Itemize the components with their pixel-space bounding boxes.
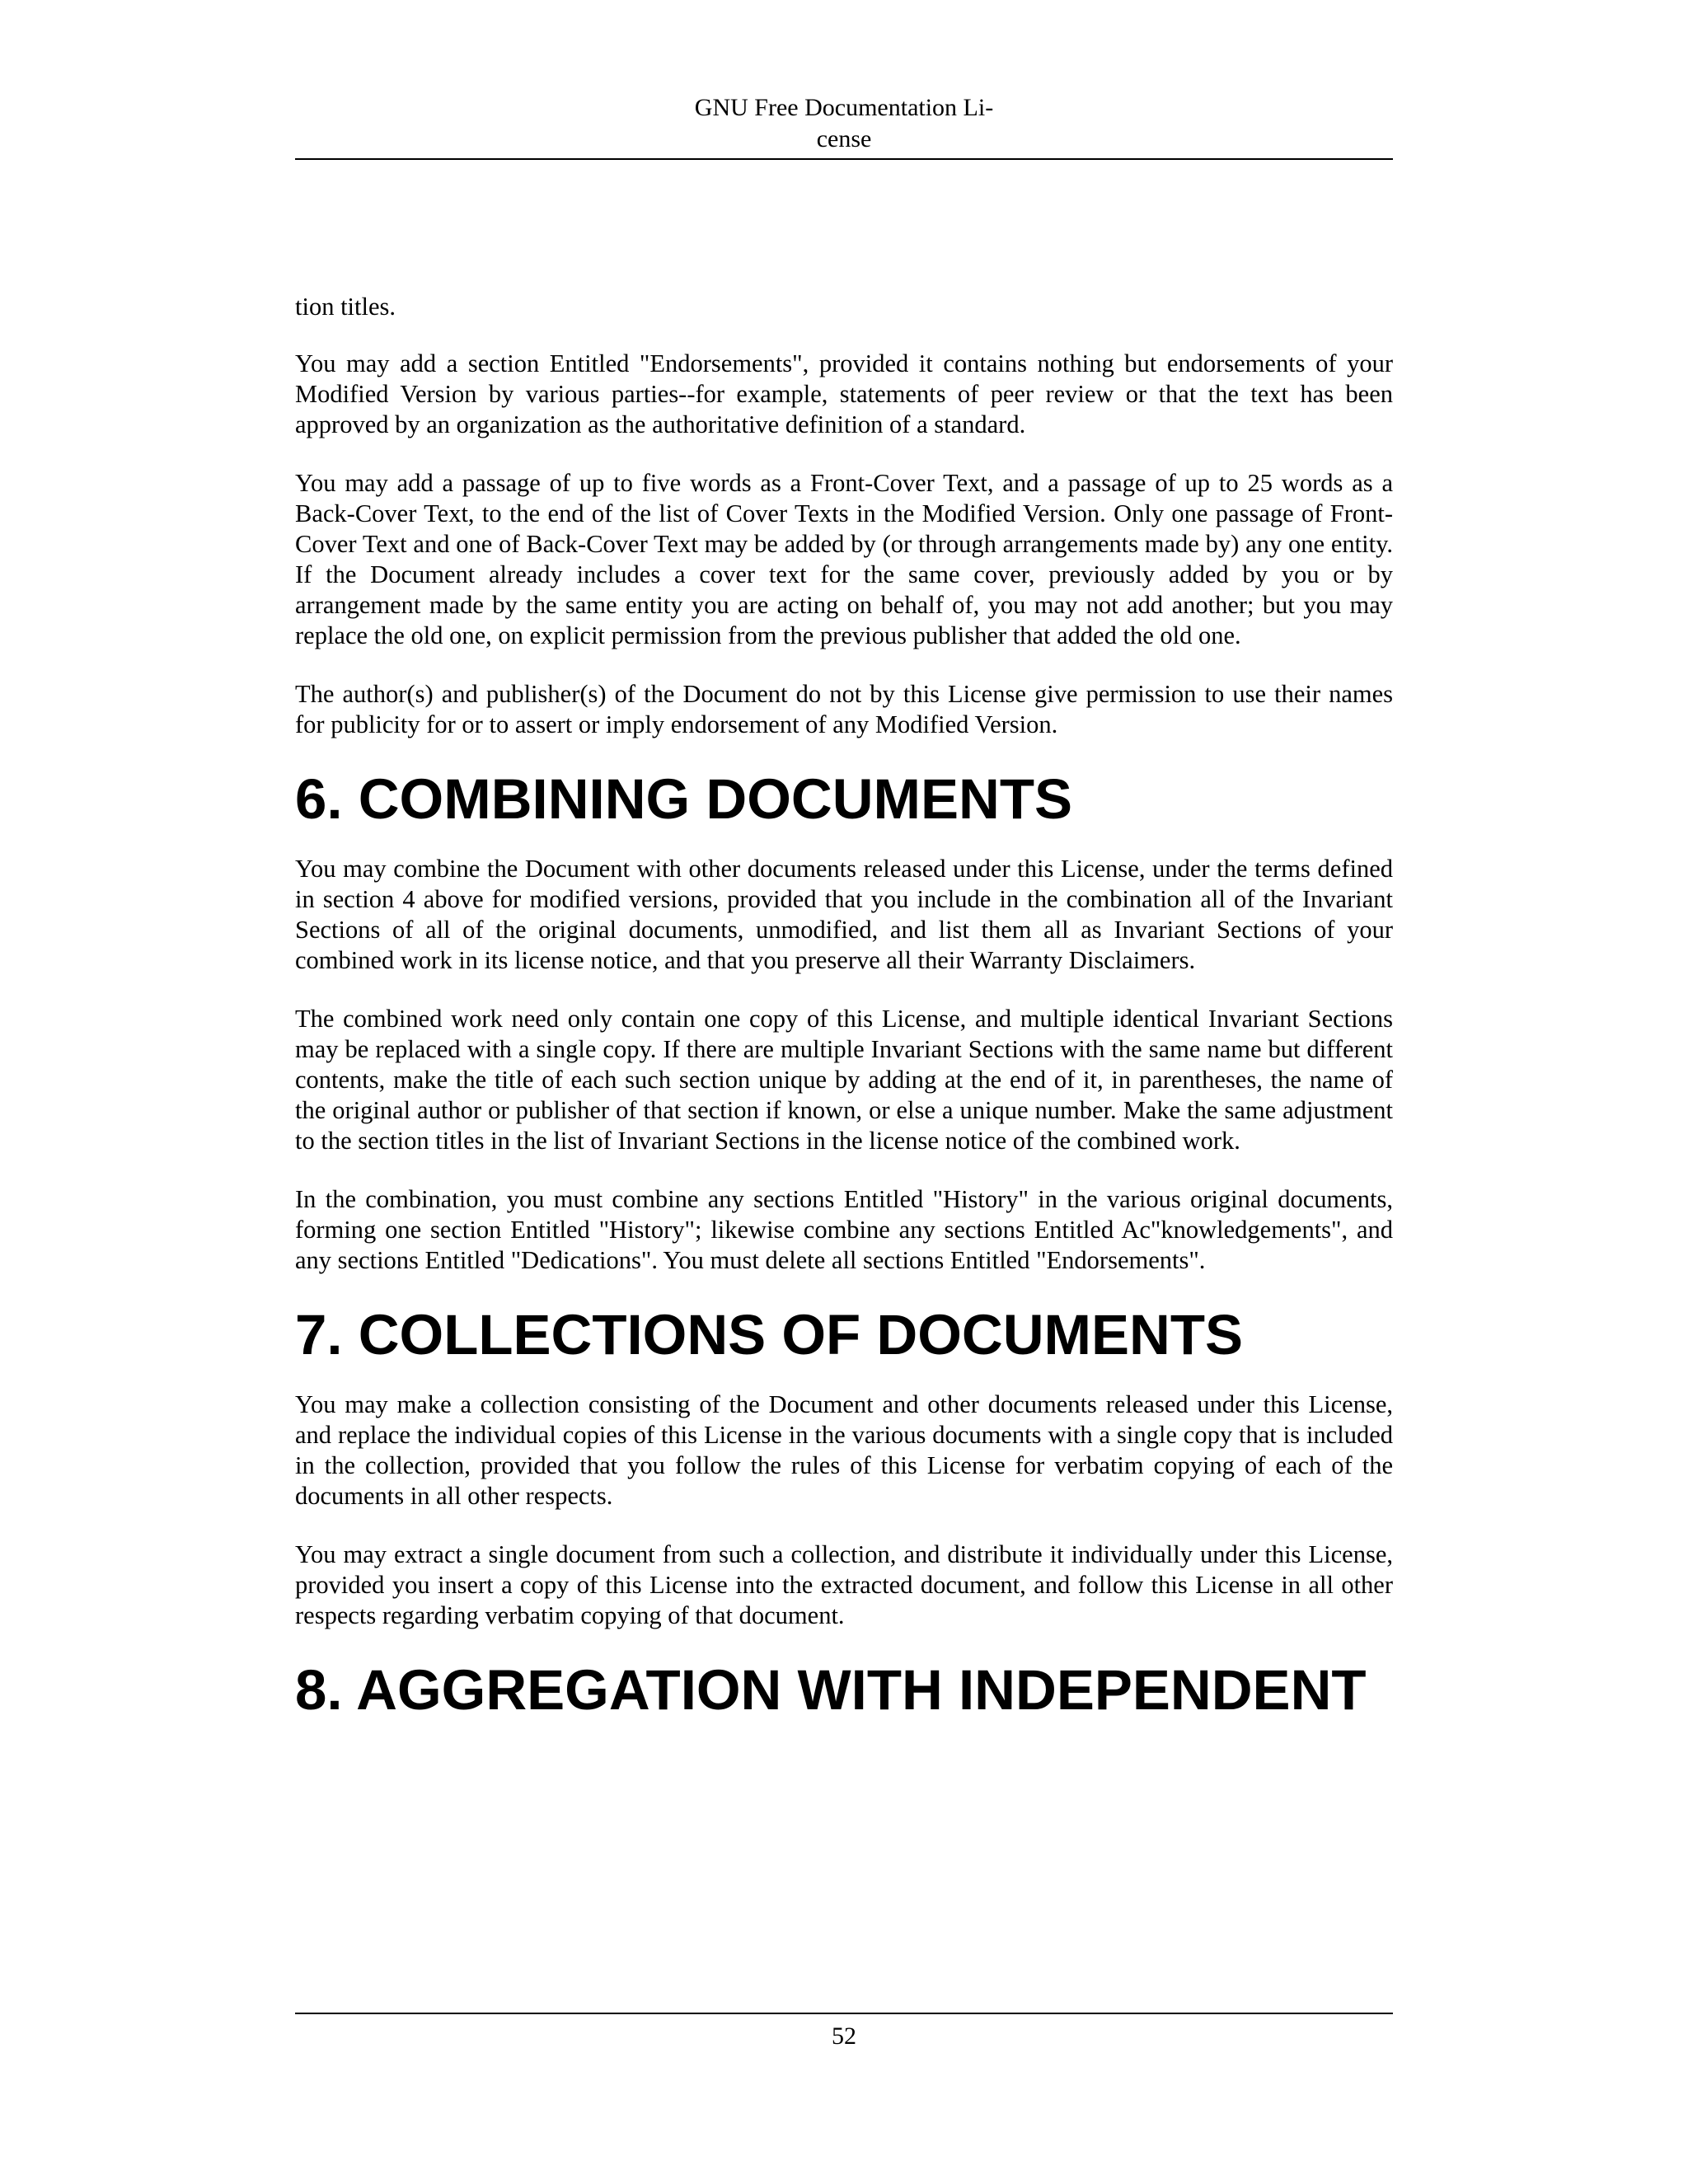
page-body bbox=[295, 292, 1393, 1745]
paragraph-combination-history: In the combination, you must combine any sections Entitled "History" in the various original documents, forming one section Entitled "History"; likewise combine any sections Entitled Ac"knowledgements", and any sections Entitled "Dedications". You must delete all sections Entitled "Endorsements". bbox=[295, 1185, 1393, 1274]
paragraph-publicity: The author(s) and publisher(s) of the Document do not by this License give permission to use their names for publicity for or to assert or imply endorsement of any Modified Version. bbox=[295, 680, 1393, 738]
paragraph-combined-work: The combined work need only contain one copy of this License, and multiple identical Invariant Sections may be replaced with a single copy. If there are multiple Invariant Sections with the same name but different contents, make the title of each such section unique by adding at the end of it, in parentheses, the name of the original author or publisher of that section if known, or else a unique number. Make the same adjustment to the section titles in the list of Invariant Sections in the license notice of the combined work. bbox=[295, 1005, 1393, 1155]
running-header bbox=[295, 92, 1393, 155]
paragraph-combine-documents: You may combine the Document with other documents released under this License, under the terms defined in section 4 above for modified versions, provided that you include in the combination all of the Invariant Sections of all of the original documents, unmodified, and list them all as Invariant Sections of your combined work in its license notice, and that you preserve all their Warranty Disclaimers. bbox=[295, 855, 1393, 974]
page-number: 52 bbox=[832, 2022, 856, 2050]
paragraph-endorsements: You may add a section Entitled "Endorsements", provided it contains nothing but endorsements of your Modified Version by various parties--for example, statements of peer review or that the text has been approved by an organization as the authoritative definition of a standard. bbox=[295, 349, 1393, 438]
footer-rule bbox=[295, 2013, 1393, 2014]
running-header-line-2: cense bbox=[816, 125, 872, 152]
section-heading-8: 8. AGGREGATION WITH INDEPENDENT bbox=[295, 1658, 1367, 1722]
running-header-line-1: GNU Free Documentation Li- bbox=[694, 94, 994, 121]
paragraph-continuation: tion titles. bbox=[295, 293, 396, 321]
section-heading-7: 7. COLLECTIONS OF DOCUMENTS bbox=[295, 1303, 1244, 1366]
paragraph-cover-texts: You may add a passage of up to five words as a Front-Cover Text, and a passage of up to 25 words as a Back-Cover Text, to the end of the list of Cover Texts in the Modified Version. Only one passage of Front-Cover Text and one of Back-Cover Text may be added by (or through arrangements made by) any one entity. If the Document already includes a cover text for the same cover, previously added by you or by arrangement made by the same entity you are acting on behalf of, you may not add another; but you may replace the old one, on explicit permission from the previous publisher that added the old one. bbox=[295, 469, 1393, 649]
header-rule bbox=[295, 158, 1393, 160]
paragraph-make-collection: You may make a collection consisting of the Document and other documents released under this License, and replace the individual copies of this License in the various documents with a single copy that is included in the collection, provided that you follow the rules of this License for verbatim copying of each of the documents in all other respects. bbox=[295, 1390, 1393, 1510]
paragraph-extract-document: You may extract a single document from such a collection, and distribute it individually under this License, provided you insert a copy of this License into the extracted document, and follow this License in all other respects regarding verbatim copying of that document. bbox=[295, 1540, 1393, 1629]
section-heading-6: 6. COMBINING DOCUMENTS bbox=[295, 767, 1073, 831]
